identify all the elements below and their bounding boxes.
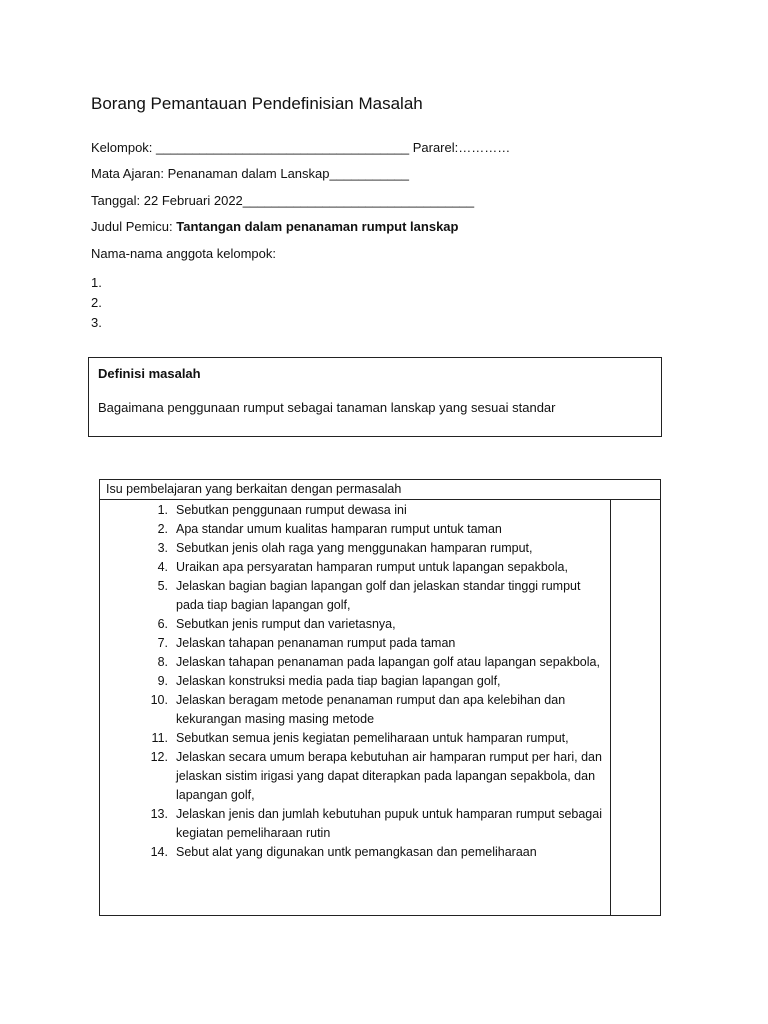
judul-pemicu-label: Judul Pemicu: <box>91 219 177 234</box>
list-item <box>100 558 610 577</box>
tanggal-field: Tanggal: 22 Februari 2022________________________________ <box>91 193 475 208</box>
judul-pemicu-field <box>91 219 458 234</box>
issues-list <box>100 501 610 862</box>
member-item: 2. <box>91 295 102 310</box>
item-number: 13. <box>150 807 168 821</box>
list-item <box>100 577 610 615</box>
issues-table <box>99 479 661 916</box>
list-item <box>100 539 610 558</box>
item-text: Jelaskan beragam metode penanaman rumput dan apa kelebihan dan kekurangan masing masing metode <box>176 693 566 726</box>
list-item <box>100 843 610 862</box>
item-text: Jelaskan secara umum berapa kebutuhan air hamparan rumput per hari, dan jelaskan sistim irigasi yang dapat diterapkan pada lapangan sepakbola, dan lapangan golf, <box>176 750 602 802</box>
item-number: 10. <box>150 693 168 707</box>
item-text: Sebutkan jenis olah raga yang menggunakan hamparan rumput, <box>176 541 533 555</box>
item-text: Uraikan apa persyaratan hamparan rumput untuk lapangan sepakbola, <box>176 560 568 574</box>
definition-heading: Definisi masalah <box>98 366 201 381</box>
mata-ajaran-field: Mata Ajaran: Penanaman dalam Lanskap___________ <box>91 166 410 181</box>
list-item <box>100 653 610 672</box>
anggota-label: Nama-nama anggota kelompok: <box>91 246 276 261</box>
item-number: 3. <box>157 541 168 555</box>
item-number: 11. <box>151 731 168 745</box>
member-list <box>91 273 102 333</box>
item-number: 7. <box>157 636 168 650</box>
item-number: 6. <box>157 617 168 631</box>
form-title: Borang Pemantauan Pendefinisian Masalah <box>91 94 423 113</box>
kelompok-blank-line: ___________________________________ <box>156 140 410 155</box>
list-item <box>100 729 610 748</box>
item-text: Jelaskan tahapan penanaman pada lapangan golf atau lapangan sepakbola, <box>176 655 600 669</box>
definition-text: Bagaimana penggunaan rumput sebagai tanaman lanskap yang sesuai standar <box>98 400 556 415</box>
member-item: 3. <box>91 315 102 330</box>
item-text: Jelaskan bagian bagian lapangan golf dan jelaskan standar tinggi rumput pada tiap bagian lapangan golf, <box>176 579 581 612</box>
issues-heading: Isu pembelajaran yang berkaitan dengan permasalah <box>100 480 660 500</box>
item-number: 12. <box>150 750 168 764</box>
item-number: 2. <box>157 522 168 536</box>
list-item <box>100 672 610 691</box>
list-item <box>100 805 610 843</box>
item-text: Sebut alat yang digunakan untk pemangkasan dan pemeliharaan <box>176 845 537 859</box>
item-number: 1. <box>157 503 168 517</box>
item-number: 8. <box>157 655 168 669</box>
item-text: Sebutkan penggunaan rumput dewasa ini <box>176 503 407 517</box>
kelompok-field <box>91 140 510 155</box>
list-item <box>100 501 610 520</box>
item-text: Jelaskan tahapan penanaman rumput pada taman <box>176 636 456 650</box>
pararel-field: Pararel:………… <box>409 140 511 155</box>
list-item <box>100 691 610 729</box>
judul-pemicu-value: Tantangan dalam penanaman rumput lanskap <box>176 219 459 234</box>
list-item <box>100 748 610 805</box>
kelompok-label: Kelompok: <box>91 140 157 155</box>
item-number: 4. <box>157 560 168 574</box>
member-item: 1. <box>91 275 102 290</box>
item-text: Sebutkan jenis rumput dan varietasnya, <box>176 617 396 631</box>
item-text: Jelaskan konstruksi media pada tiap bagian lapangan golf, <box>176 674 501 688</box>
list-item <box>100 634 610 653</box>
item-number: 14. <box>150 845 168 859</box>
item-text: Sebutkan semua jenis kegiatan pemeliharaan untuk hamparan rumput, <box>176 731 569 745</box>
definition-box <box>88 357 662 437</box>
list-item <box>100 520 610 539</box>
item-number: 5. <box>157 579 168 593</box>
check-column-divider <box>610 500 611 915</box>
item-number: 9. <box>157 674 168 688</box>
item-text: Jelaskan jenis dan jumlah kebutuhan pupuk untuk hamparan rumput sebagai kegiatan pemeliharaan rutin <box>176 807 602 840</box>
list-item <box>100 615 610 634</box>
item-text: Apa standar umum kualitas hamparan rumput untuk taman <box>176 522 502 536</box>
